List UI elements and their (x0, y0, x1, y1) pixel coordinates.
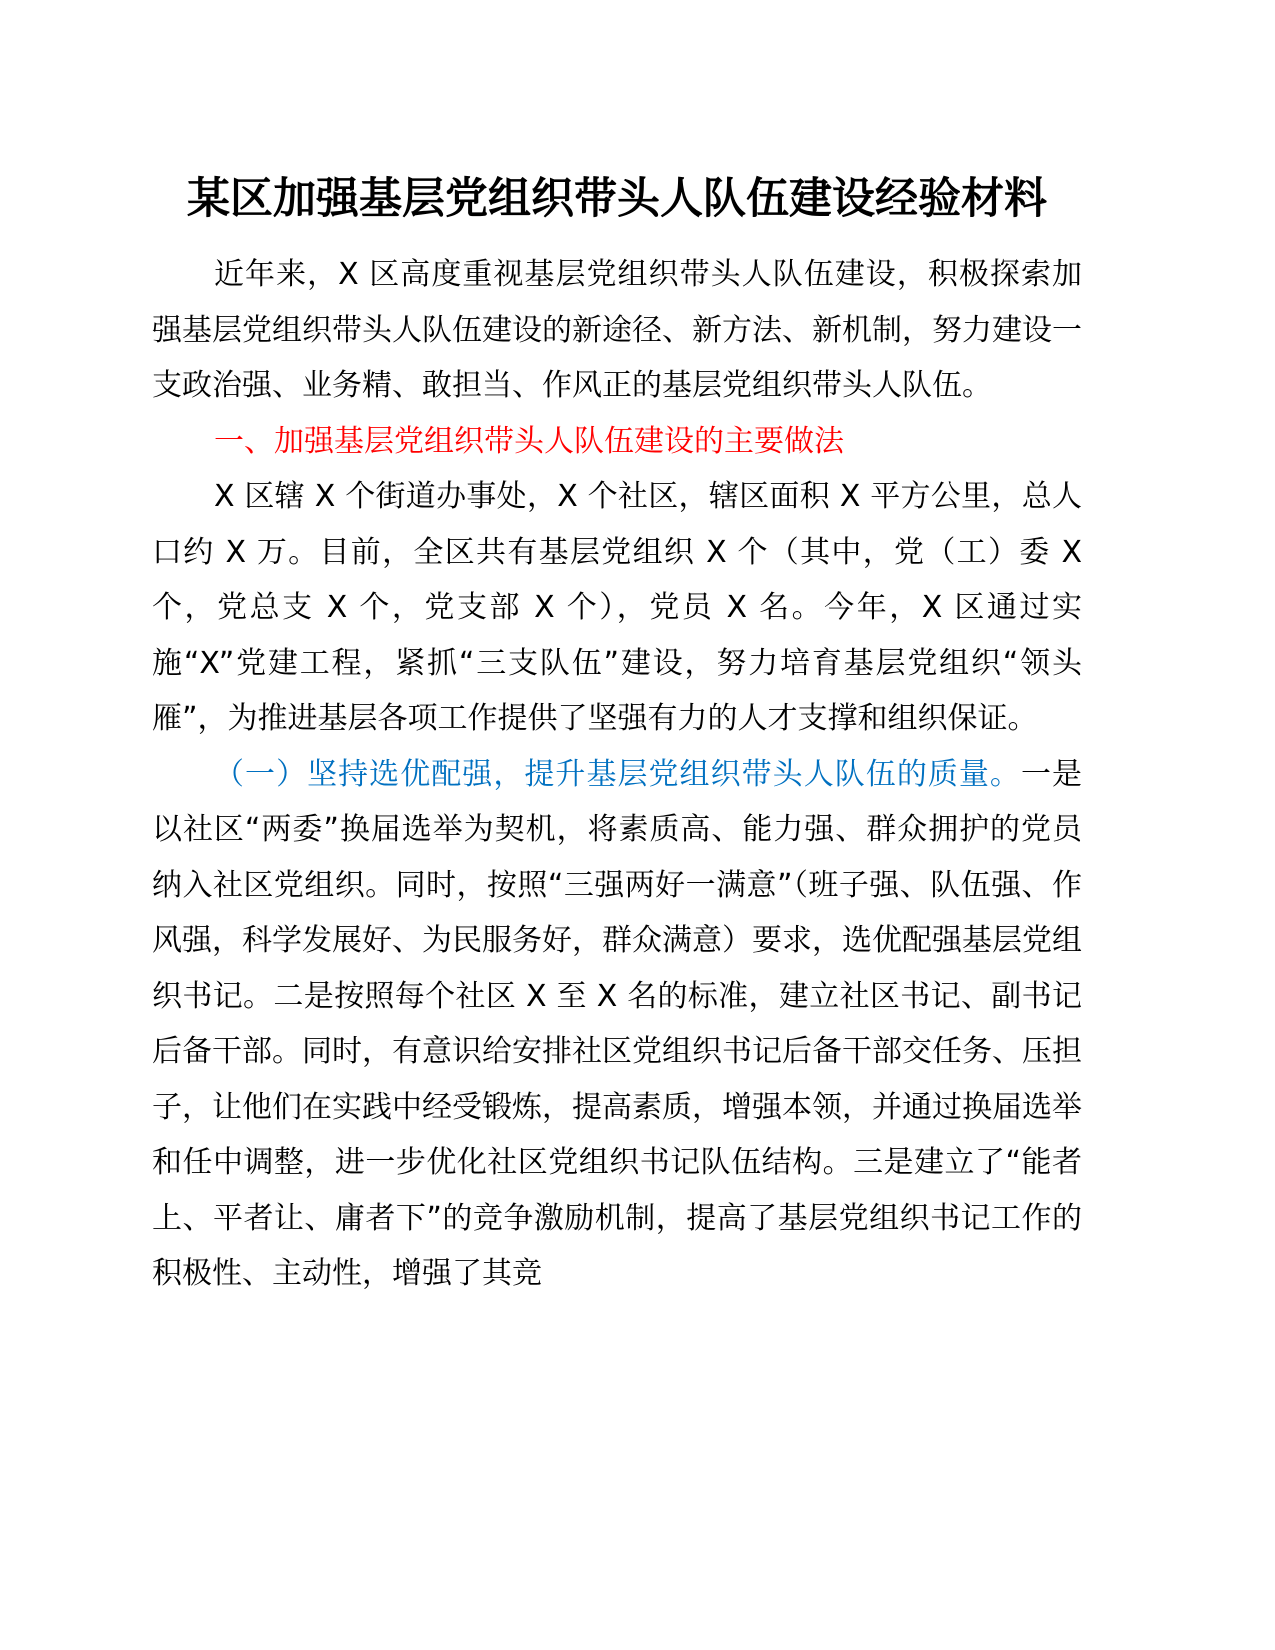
section-1-paragraph: X 区辖 X 个街道办事处，X 个社区，辖区面积 X 平方公里，总人口约 X 万。目前，全区共有基层党组织 X 个（其中，党（工）委 X 个，党总支 X 个，党支部 X 个），党员 X 名。今年，X 区通过实施“X”党建工程，紧抓“三支队伍”建设，努力培育基层党组织“领头雁”，为推进基层各项工作提供了坚强有力的人才支撑和组织保证。 (152, 479, 1082, 736)
subsection-heading-1: （一）坚持选优配强，提升基层党组织带头人队伍的质量。 (214, 756, 1021, 792)
document-page (152, 165, 1082, 1302)
subsection-1-body: 一是以社区“两委”换届选举为契机，将素质高、能力强、群众拥护的党员纳入社区党组织。同时，按照“三强两好一满意”（班子强、队伍强、作风强，科学发展好、为民服务好，群众满意）要求，选优配强基层党组织书记。二是按照每个社区 X 至 X 名的标准，建立社区书记、副书记后备干部。同时，有意识给安排社区党组织书记后备干部交任务、压担子，让他们在实践中经受锻炼，提高素质，增强本领，并通过换届选举和任中调整，进一步优化社区党组织书记队伍结构。三是建立了“能者上、平者让、庸者下”的竞争激励机制，提高了基层党组织书记工作的积极性、主动性，增强了其竞 (152, 756, 1083, 1291)
document-title: 某区加强基层党组织带头人队伍建设经验材料 (187, 174, 1047, 224)
subsection-1-paragraph (152, 747, 1082, 1302)
intro-paragraph: 近年来，X 区高度重视基层党组织带头人队伍建设，积极探索加强基层党组织带头人队伍建设的新途径、新方法、新机制，努力建设一支政治强、业务精、敢担当、作风正的基层党组织带头人队伍。 (152, 257, 1082, 403)
section-heading-1: 一、加强基层党组织带头人队伍建设的主要做法 (214, 423, 844, 459)
